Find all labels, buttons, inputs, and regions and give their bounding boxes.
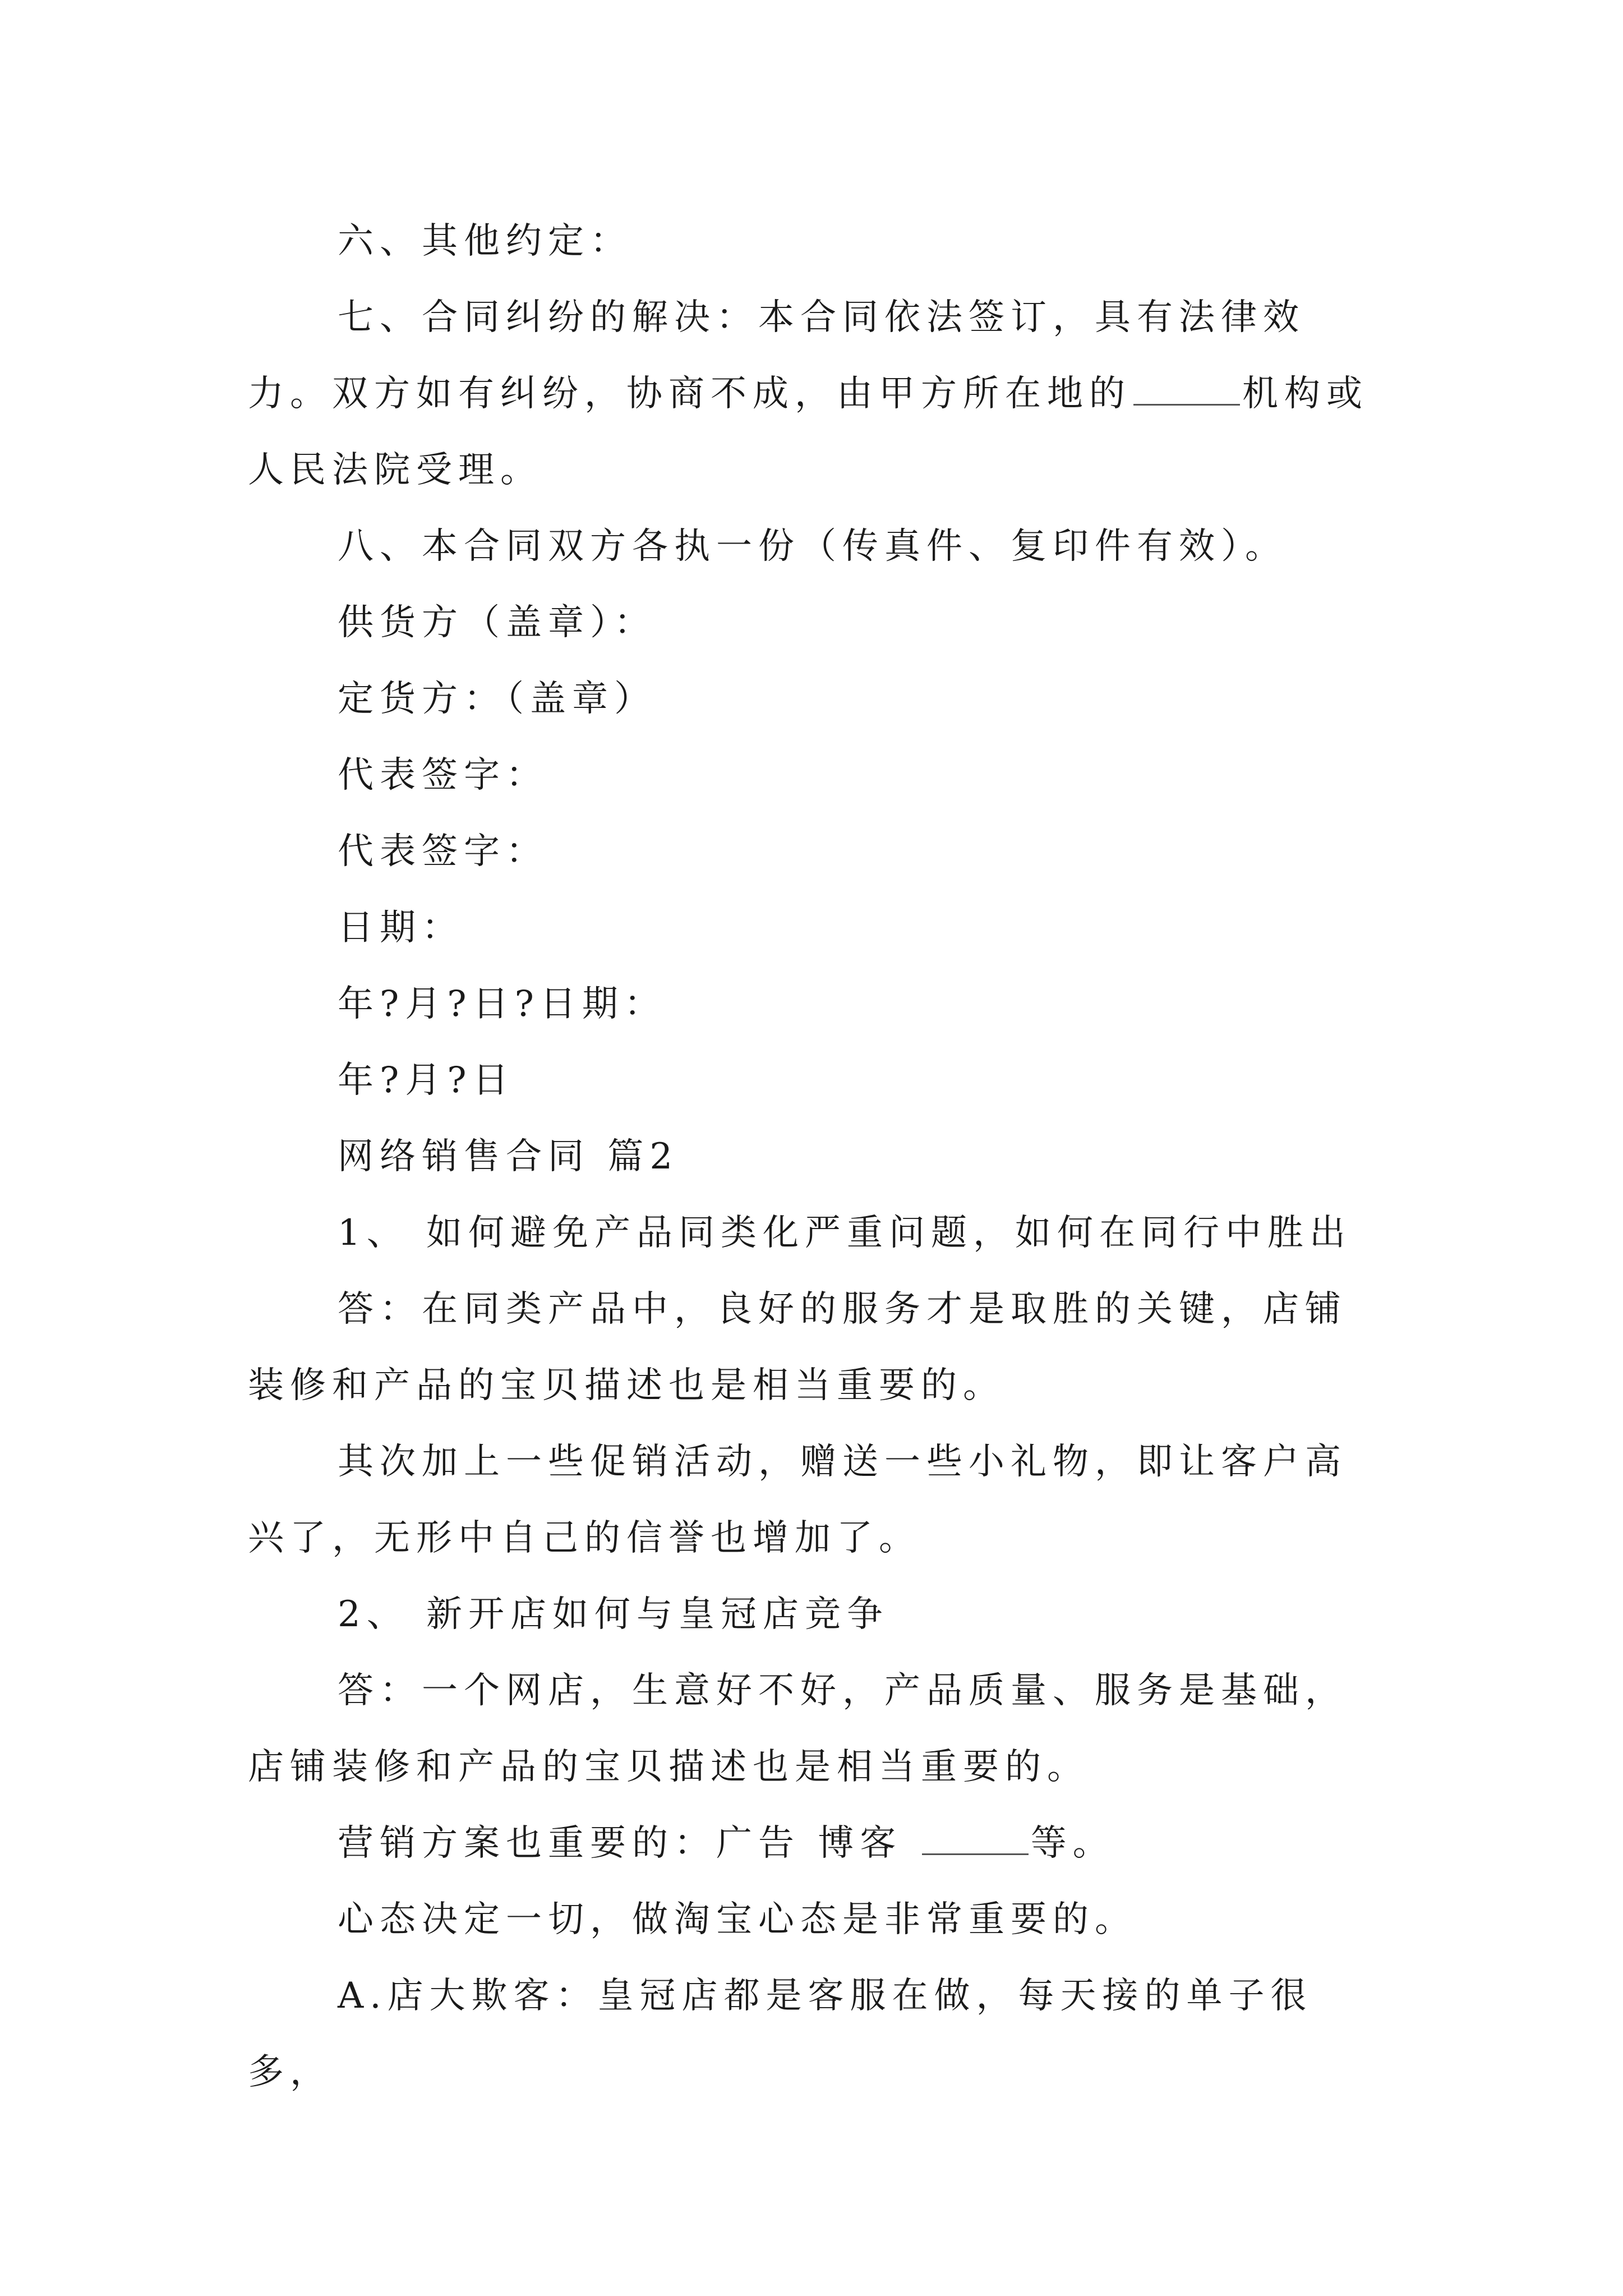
paragraph-text-tail: 机构或人民法院受理。 [248, 373, 1368, 491]
paragraph-text: 八、本合同双方各执一份（传真件、复印件有效）。 [338, 526, 1287, 567]
fill-in-blank [1133, 369, 1240, 406]
paragraph-date-line-2 [248, 1042, 1386, 1119]
paragraph-date-1 [248, 890, 1386, 966]
paragraph-other-terms [248, 203, 1386, 279]
paragraph-rep-signature-2 [248, 813, 1386, 890]
paragraph-text: 年?月?日 [338, 1060, 515, 1101]
paragraph-buyer-seal [248, 661, 1386, 737]
paragraph-text: 七、合同纠纷的解决：本合同依法签订，具有法律效力。双方如有纠纷，协商不成，由甲方所在地的 [248, 297, 1305, 415]
paragraph-text: 年?月?日?日期： [338, 983, 666, 1025]
paragraph-text: 日期： [338, 907, 464, 949]
paragraph-copies [248, 508, 1386, 585]
paragraph-text: 心态决定一切，做淘宝心态是非常重要的。 [338, 1899, 1137, 1940]
paragraph-marketing [248, 1805, 1386, 1881]
paragraph-answer-2 [248, 1653, 1386, 1805]
paragraph-answer-1 [248, 1271, 1386, 1424]
paragraph-text: 代表签字： [338, 754, 548, 796]
paragraph-text: 其次加上一些促销活动，赠送一些小礼物，即让客户高兴了，无形中自己的信誉也增加了。 [248, 1441, 1347, 1559]
paragraph-text: A.店大欺客：皇冠店都是客服在做，每天接的单子很多， [248, 1975, 1313, 2093]
paragraph-text: 代表签字： [338, 831, 548, 872]
paragraph-text: 答：一个网店，生意好不好，产品质量、服务是基础，店铺装修和产品的宝贝描述也是相当重要的。 [248, 1670, 1347, 1788]
paragraph-text: 定货方：（盖章） [338, 678, 656, 720]
paragraph-question-2 [248, 1576, 1386, 1653]
paragraph-rep-signature-1 [248, 737, 1386, 813]
paragraph-text: 营销方案也重要的：广告 博客 [338, 1823, 920, 1864]
paragraph-text: 答：在同类产品中，良好的服务才是取胜的关键，店铺装修和产品的宝贝描述也是相当重要的。 [248, 1289, 1347, 1406]
paragraph-point-a [248, 1958, 1386, 2110]
fill-in-blank [922, 1819, 1029, 1855]
paragraph-text: 2、 新开店如何与皇冠店竞争 [338, 1594, 889, 1635]
paragraph-text: 供货方（盖章）： [338, 602, 656, 643]
section-heading [248, 1119, 1386, 1195]
section-heading-text: 网络销售合同 篇2 [338, 1136, 679, 1177]
paragraph-text: 1、 如何避免产品同类化严重问题，如何在同行中胜出 [338, 1212, 1352, 1254]
paragraph-promotion [248, 1424, 1386, 1576]
paragraph-supplier-seal [248, 585, 1386, 661]
paragraph-date-line-1 [248, 966, 1386, 1042]
paragraph-text-tail: 等。 [1030, 1823, 1115, 1864]
paragraph-mindset [248, 1881, 1386, 1958]
document-body [248, 203, 1386, 2110]
paragraph-question-1 [248, 1195, 1386, 1271]
paragraph-text: 六、其他约定： [338, 220, 632, 262]
paragraph-dispute-resolution [248, 279, 1386, 508]
